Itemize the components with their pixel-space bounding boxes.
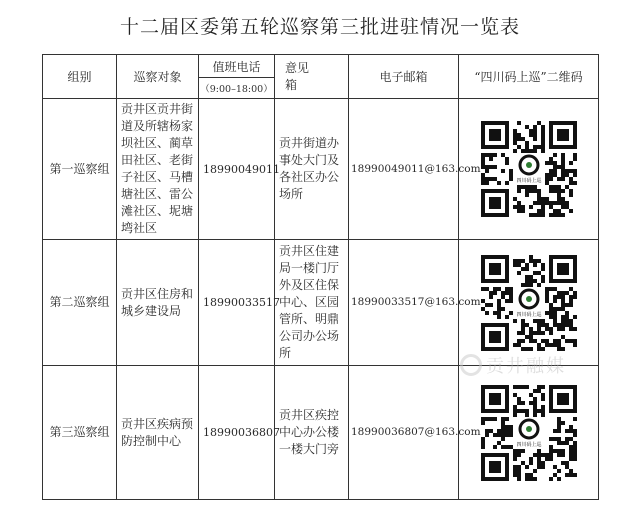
email-cell: 18990036807@163.com (349, 366, 459, 500)
inspection-table (42, 54, 599, 500)
email-cell: 18990033517@163.com (349, 240, 459, 366)
target-cell: 贡井区疾病预防控制中心 (117, 366, 199, 500)
group-cell: 第二巡察组 (43, 240, 117, 366)
header-qr: “四川码上巡”二维码 (459, 55, 599, 99)
qr-code-icon (481, 255, 577, 351)
table-row (43, 240, 599, 366)
table-row (43, 366, 599, 500)
qr-caption: 四川码上巡 (515, 441, 542, 448)
phone-cell: 18990049011 (199, 99, 275, 240)
header-box-line1: 意见 (285, 60, 310, 75)
watermark-text: 贡井融媒 (486, 356, 566, 377)
target-cell: 贡井区贡井街道及所辖杨家坝社区、蔺草田社区、老街子社区、马槽塘社区、雷公滩社区、坭塘塆社区 (117, 99, 199, 240)
table-row (43, 99, 599, 240)
header-phone-hours: （9:00–18:00） (199, 78, 275, 99)
qr-code-icon (481, 121, 577, 217)
header-email: 电子邮箱 (349, 55, 459, 99)
page-title: 十二届区委第五轮巡察第三批进驻情况一览表 (119, 16, 520, 38)
group-cell: 第一巡察组 (43, 99, 117, 240)
header-phone: 值班电话 (199, 55, 275, 78)
header-row (43, 55, 599, 78)
watermark (460, 352, 566, 378)
box-cell: 贡井街道办事处大门及各社区办公场所 (275, 99, 349, 240)
phone-cell: 18990033517 (199, 240, 275, 366)
qr-caption: 四川码上巡 (515, 311, 542, 318)
watermark-logo-icon (460, 354, 482, 376)
box-cell: 贡井区疾控中心办公楼一楼大门旁 (275, 366, 349, 500)
email-cell: 18990049011@163.com (349, 99, 459, 240)
box-cell: 贡井区住建局一楼门厅外及区住保中心、区园管所、明鼎公司办公场所 (275, 240, 349, 366)
target-cell: 贡井区住房和城乡建设局 (117, 240, 199, 366)
header-box (275, 55, 349, 99)
header-group: 组别 (43, 55, 117, 99)
group-cell: 第三巡察组 (43, 366, 117, 500)
phone-cell: 18990036807 (199, 366, 275, 500)
qr-code-icon (481, 385, 577, 481)
qr-caption: 四川码上巡 (515, 178, 542, 184)
header-target: 巡察对象 (117, 55, 199, 99)
header-box-line2: 箱 (285, 77, 298, 92)
